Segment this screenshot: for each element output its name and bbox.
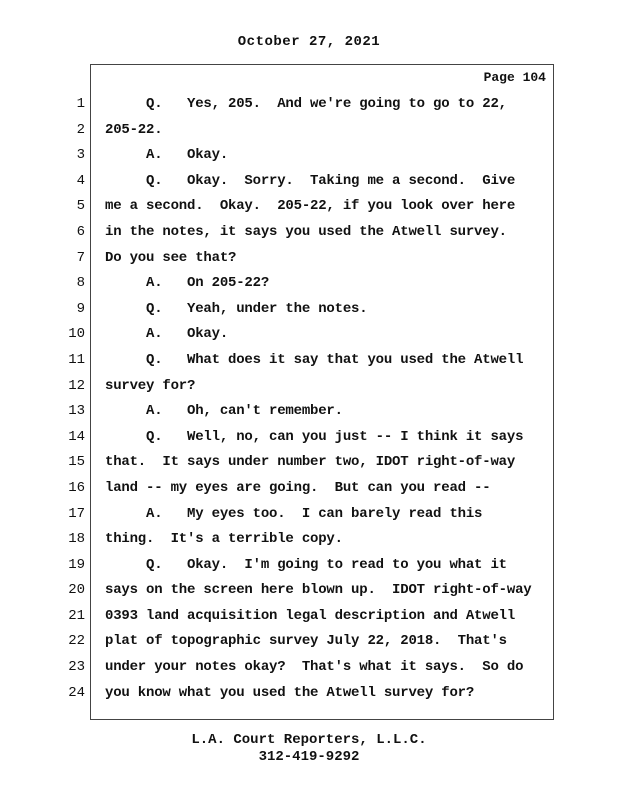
line-number: 8	[76, 275, 85, 292]
transcript-line	[0, 527, 618, 553]
transcript-line	[0, 374, 618, 400]
line-text: Do you see that?	[105, 249, 237, 266]
transcript-line	[0, 450, 618, 476]
line-number: 17	[68, 505, 85, 522]
line-number: 13	[68, 403, 85, 420]
line-number: 24	[68, 684, 85, 701]
line-text: me a second. Okay. 205-22, if you look over here	[105, 198, 516, 215]
transcript-line	[0, 629, 618, 655]
line-text: under your notes okay? That's what it says. So do	[105, 659, 524, 676]
line-text: A. My eyes too. I can barely read this	[105, 505, 483, 522]
date-header: October 27, 2021	[237, 34, 381, 50]
transcript-line	[0, 655, 618, 681]
line-text: Q. Well, no, can you just -- I think it says	[105, 428, 524, 445]
line-number: 16	[68, 479, 85, 496]
line-text: survey for?	[105, 377, 196, 394]
line-text: A. Okay.	[105, 147, 229, 164]
line-text: in the notes, it says you used the Atwell survey.	[105, 223, 507, 240]
line-text: 205-22.	[105, 121, 163, 138]
line-number: 2	[76, 121, 85, 138]
transcript-line	[0, 143, 618, 169]
line-number: 7	[76, 249, 85, 266]
line-number: 10	[68, 326, 85, 343]
transcript-line	[0, 604, 618, 630]
line-text: A. Okay.	[105, 326, 229, 343]
line-number: 23	[68, 659, 85, 676]
line-number: 5	[76, 198, 85, 215]
line-number: 21	[68, 607, 85, 624]
line-number: 12	[68, 377, 85, 394]
line-number: 20	[68, 582, 85, 599]
line-text: says on the screen here blown up. IDOT right-of-way	[105, 582, 532, 599]
footer	[0, 732, 618, 765]
line-number: 3	[76, 147, 85, 164]
transcript-line	[0, 220, 618, 246]
transcript-line	[0, 348, 618, 374]
line-text: that. It says under number two, IDOT right-of-way	[105, 454, 516, 471]
reporter-company: L.A. Court Reporters, L.L.C.	[191, 732, 427, 748]
transcript-line	[0, 399, 618, 425]
line-number: 1	[76, 96, 85, 112]
transcript-lines	[0, 92, 618, 706]
line-text: A. Oh, can't remember.	[105, 403, 343, 420]
line-number: 19	[68, 556, 85, 573]
transcript-line	[0, 271, 618, 297]
line-number: 18	[68, 531, 85, 548]
transcript-line	[0, 92, 618, 118]
transcript-line	[0, 425, 618, 451]
line-text: 0393 land acquisition legal description and Atwell	[105, 607, 516, 624]
reporter-phone: 312-419-9292	[258, 749, 360, 765]
line-number: 9	[76, 300, 85, 317]
line-text: Q. Yeah, under the notes.	[105, 300, 368, 317]
line-text: Q. Okay. I'm going to read to you what it	[105, 556, 507, 573]
transcript-line	[0, 502, 618, 528]
transcript-line	[0, 194, 618, 220]
transcript-line	[0, 553, 618, 579]
line-text: A. On 205-22?	[105, 275, 270, 292]
transcript-line	[0, 118, 618, 144]
line-text: plat of topographic survey July 22, 2018. That's	[105, 633, 507, 650]
line-number: 14	[68, 428, 85, 445]
line-text: Q. Okay. Sorry. Taking me a second. Give	[105, 172, 516, 189]
transcript-line	[0, 681, 618, 707]
line-text: land -- my eyes are going. But can you read --	[105, 479, 491, 496]
transcript-line	[0, 322, 618, 348]
line-number: 11	[68, 351, 85, 368]
page-number-label: Page 104	[483, 70, 546, 85]
line-number: 4	[76, 172, 85, 189]
line-number: 22	[68, 633, 85, 650]
transcript-line	[0, 578, 618, 604]
transcript-line	[0, 246, 618, 272]
line-text: you know what you used the Atwell survey for?	[105, 684, 475, 701]
transcript-line	[0, 476, 618, 502]
line-text: Q. Yes, 205. And we're going to go to 22,	[105, 96, 507, 112]
line-text: Q. What does it say that you used the Atwell	[105, 351, 524, 368]
transcript-line	[0, 169, 618, 195]
line-number: 15	[68, 454, 85, 471]
line-text: thing. It's a terrible copy.	[105, 531, 343, 548]
transcript-line	[0, 297, 618, 323]
line-number: 6	[76, 223, 85, 240]
